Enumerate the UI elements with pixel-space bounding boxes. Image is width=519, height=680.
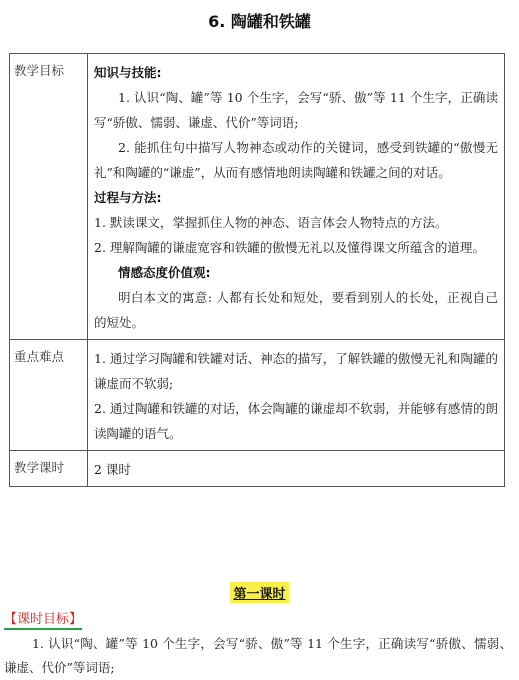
knowledge-item-2: 2. 能抓住句中描写人物神态或动作的关键词，感受到铁罐的“傲慢无礼”和陶罐的“谦虚”，从而有感情地朗读陶罐和铁罐之间的对话。	[94, 140, 498, 180]
process-item-2: 2. 理解陶罐的谦虚宽容和铁罐的傲慢无礼以及懂得课文所蕴含的道理。	[94, 240, 485, 255]
table-row-hours	[10, 451, 505, 487]
heading-underline	[4, 628, 82, 630]
row-label-key-points: 重点难点	[10, 340, 88, 451]
knowledge-item-1: 1. 认识“陶、罐”等 10 个生字，会写“骄、傲”等 11 个生字，正确读写“骄傲、懦弱、谦虚、代价”等词语;	[94, 90, 498, 130]
table-row-goals	[10, 54, 505, 340]
section-title-text: 第一课时	[230, 582, 288, 603]
hours-value: 2 课时	[88, 451, 505, 487]
key-point-2: 2. 通过陶罐和铁罐的对话，体会陶罐的谦虚却不软弱，并能够有感情的朗读陶罐的语气。	[94, 401, 498, 441]
page-title: 6. 陶罐和铁罐	[208, 12, 311, 31]
emotion-item-1: 明白本文的寓意: 人都有长处和短处，要看到别人的长处，正视自己的短处。	[94, 290, 498, 330]
process-heading: 过程与方法:	[94, 190, 162, 205]
lesson-plan-table	[9, 53, 505, 487]
knowledge-heading: 知识与技能:	[94, 65, 162, 80]
goals-content	[88, 54, 505, 340]
process-item-1: 1. 默读课文，掌握抓住人物的神态、语言体会人物特点的方法。	[94, 215, 448, 230]
lesson-goal-heading	[4, 608, 82, 627]
emotion-heading: 情感态度价值观:	[118, 265, 211, 280]
section-title	[0, 582, 519, 603]
row-label-goals: 教学目标	[10, 54, 88, 340]
key-points-content	[88, 340, 505, 451]
table-row-key-points	[10, 340, 505, 451]
lesson-goal-heading-text: 【课时目标】	[4, 612, 83, 627]
lesson-goal-text	[4, 632, 512, 680]
row-label-hours: 教学课时	[10, 451, 88, 487]
key-point-1: 1. 通过学习陶罐和铁罐对话、神态的描写，了解铁罐的傲慢无礼和陶罐的谦虚而不软弱;	[94, 351, 498, 391]
lesson-goal-item-1: 1. 认识“陶、罐”等 10 个生字，会写“骄、傲”等 11 个生字，正确读写“骄傲、懦弱、谦虚、代价”等词语;	[4, 636, 512, 675]
